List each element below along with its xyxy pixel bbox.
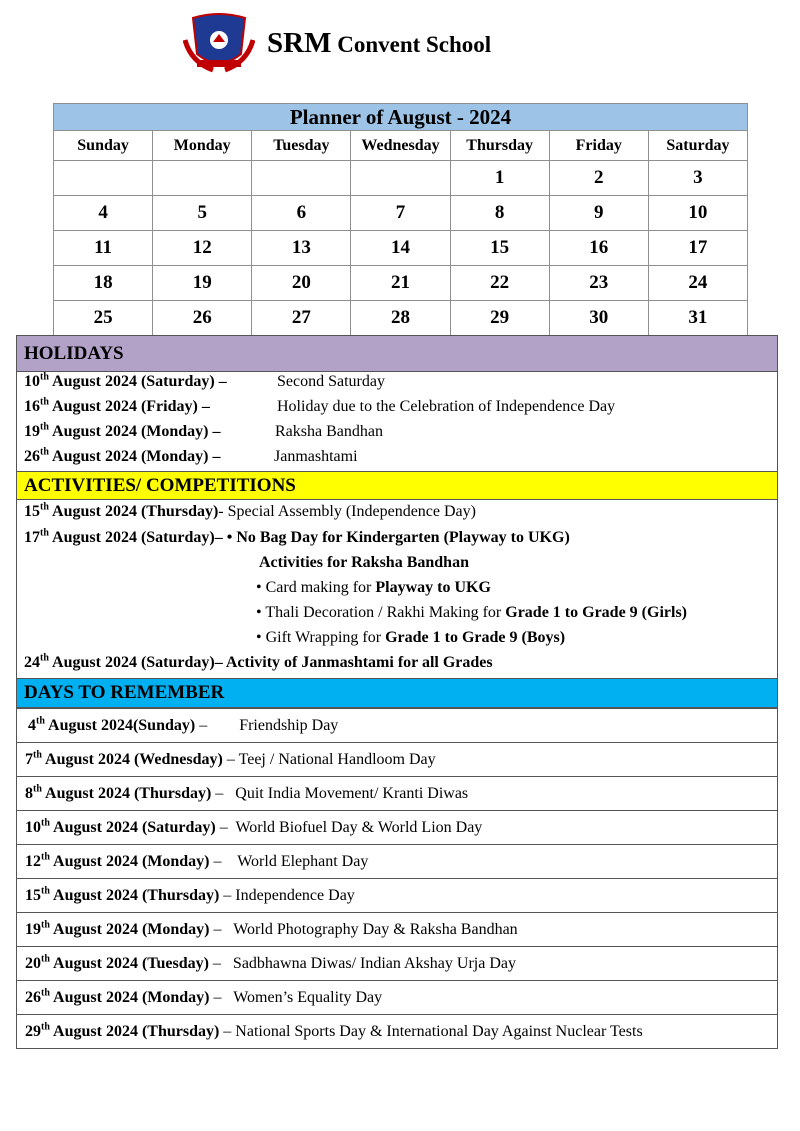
- table-row: [17, 1015, 778, 1049]
- calendar-day-cell: 20: [252, 266, 351, 301]
- table-row: [17, 777, 778, 811]
- remember-cell: 29th August 2024 (Thursday) – National Sports Day & International Day Against Nuclear Tests: [17, 1015, 778, 1049]
- activity-bullet: • Gift Wrapping for Grade 1 to Grade 9 (Boys): [256, 629, 566, 646]
- table-row: [17, 981, 778, 1015]
- calendar-day-cell: 9: [549, 196, 648, 231]
- weekday-header: Thursday: [450, 131, 549, 161]
- calendar-day-cell: 4: [54, 196, 153, 231]
- calendar-day-cell: 5: [153, 196, 252, 231]
- calendar-day-cell: [153, 161, 252, 196]
- calendar-day-cell: [54, 161, 153, 196]
- raksha-activities-heading: Activities for Raksha Bandhan: [259, 554, 469, 571]
- calendar-day-cell: 26: [153, 301, 252, 336]
- table-row: [17, 947, 778, 981]
- school-name-rest: Convent School: [337, 31, 492, 57]
- remember-cell: 8th August 2024 (Thursday) – Quit India Movement/ Kranti Diwas: [17, 777, 778, 811]
- holiday-line: 16th August 2024 (Friday) – Holiday due to the Celebration of Independence Day: [24, 396, 616, 415]
- school-logo-icon: [183, 10, 255, 76]
- calendar-day-cell: 2: [549, 161, 648, 196]
- holiday-line: 19th August 2024 (Monday) – Raksha Bandhan: [24, 421, 383, 440]
- days-to-remember-heading: DAYS TO REMEMBER: [16, 678, 778, 708]
- activity-line: 15th August 2024 (Thursday)- Special Assembly (Independence Day): [24, 501, 476, 520]
- remember-cell: 4th August 2024(Sunday) – Friendship Day: [17, 709, 778, 743]
- activity-line: 17th August 2024 (Saturday)– • No Bag Day for Kindergarten (Playway to UKG): [24, 527, 570, 546]
- school-name-initials: SRM: [267, 26, 332, 59]
- remember-cell: 10th August 2024 (Saturday) – World Biofuel Day & World Lion Day: [17, 811, 778, 845]
- calendar-day-cell: 16: [549, 231, 648, 266]
- calendar-day-cell: 1: [450, 161, 549, 196]
- table-row: [17, 845, 778, 879]
- weekday-header: Sunday: [54, 131, 153, 161]
- weekday-header: Friday: [549, 131, 648, 161]
- holiday-line: 10th August 2024 (Saturday) – Second Saturday: [24, 371, 385, 390]
- calendar-day-cell: 12: [153, 231, 252, 266]
- calendar-day-cell: 3: [648, 161, 747, 196]
- calendar-day-cell: 23: [549, 266, 648, 301]
- remember-cell: 15th August 2024 (Thursday) – Independence Day: [17, 879, 778, 913]
- calendar-week-row: [54, 231, 748, 266]
- calendar-day-cell: [252, 161, 351, 196]
- weekday-header: Monday: [153, 131, 252, 161]
- activity-line: 24th August 2024 (Saturday)– Activity of Janmashtami for all Grades: [24, 652, 493, 671]
- calendar-day-cell: 15: [450, 231, 549, 266]
- calendar-day-cell: 31: [648, 301, 747, 336]
- calendar-day-cell: 28: [351, 301, 450, 336]
- activity-bullet: • Card making for Playway to UKG: [256, 579, 491, 596]
- days-to-remember-table: [16, 708, 778, 1049]
- calendar-week-row: [54, 196, 748, 231]
- table-row: [17, 811, 778, 845]
- table-row: [17, 709, 778, 743]
- calendar-day-cell: 29: [450, 301, 549, 336]
- calendar-day-cell: 27: [252, 301, 351, 336]
- calendar-day-cell: 18: [54, 266, 153, 301]
- calendar-day-cell: 21: [351, 266, 450, 301]
- table-row: [17, 743, 778, 777]
- activity-bullet: • Thali Decoration / Rakhi Making for Grade 1 to Grade 9 (Girls): [256, 604, 687, 621]
- remember-cell: 20th August 2024 (Tuesday) – Sadbhawna Diwas/ Indian Akshay Urja Day: [17, 947, 778, 981]
- remember-cell: 12th August 2024 (Monday) – World Elephant Day: [17, 845, 778, 879]
- calendar-day-cell: 8: [450, 196, 549, 231]
- holiday-line: 26th August 2024 (Monday) – Janmashtami: [24, 446, 358, 465]
- calendar-week-row: [54, 161, 748, 196]
- calendar-title: Planner of August - 2024: [54, 104, 748, 131]
- calendar-week-row: [54, 266, 748, 301]
- august-calendar: [53, 103, 748, 336]
- calendar-week-row: [54, 301, 748, 336]
- table-row: [17, 879, 778, 913]
- calendar-day-cell: 19: [153, 266, 252, 301]
- holidays-heading: HOLIDAYS: [16, 335, 778, 372]
- activities-heading: ACTIVITIES/ COMPETITIONS: [16, 471, 778, 500]
- school-header: [183, 8, 491, 78]
- school-name: [267, 26, 492, 59]
- weekday-header: Tuesday: [252, 131, 351, 161]
- remember-cell: 19th August 2024 (Monday) – World Photography Day & Raksha Bandhan: [17, 913, 778, 947]
- calendar-day-cell: 17: [648, 231, 747, 266]
- calendar-day-cell: 10: [648, 196, 747, 231]
- calendar-day-cell: 14: [351, 231, 450, 266]
- calendar-day-cell: 24: [648, 266, 747, 301]
- weekday-header-row: [54, 131, 748, 161]
- remember-cell: 26th August 2024 (Monday) – Women’s Equality Day: [17, 981, 778, 1015]
- calendar-day-cell: [351, 161, 450, 196]
- calendar-day-cell: 7: [351, 196, 450, 231]
- calendar-day-cell: 11: [54, 231, 153, 266]
- calendar-day-cell: 22: [450, 266, 549, 301]
- calendar-day-cell: 6: [252, 196, 351, 231]
- weekday-header: Wednesday: [351, 131, 450, 161]
- weekday-header: Saturday: [648, 131, 747, 161]
- calendar-day-cell: 13: [252, 231, 351, 266]
- table-row: [17, 913, 778, 947]
- calendar-day-cell: 25: [54, 301, 153, 336]
- remember-cell: 7th August 2024 (Wednesday) – Teej / National Handloom Day: [17, 743, 778, 777]
- calendar-day-cell: 30: [549, 301, 648, 336]
